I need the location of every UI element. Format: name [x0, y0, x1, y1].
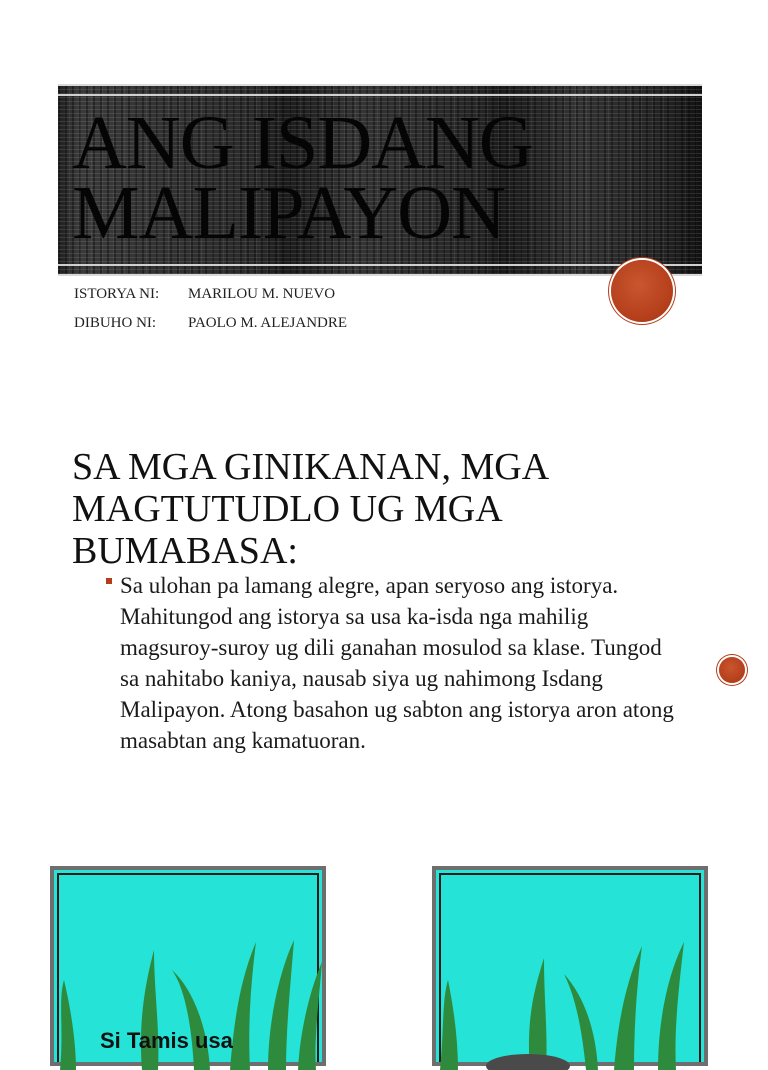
- title-line-2: MALIPAYON: [72, 171, 506, 255]
- accent-circle-icon: [611, 260, 673, 322]
- rock-icon: [486, 1054, 570, 1070]
- credit-value: MARILOU M. NUEVO: [188, 286, 336, 302]
- slide-heading: [72, 446, 692, 572]
- story-panel-left: [50, 866, 326, 1066]
- seaweed-icon: [436, 870, 712, 1070]
- presentation-title: [72, 101, 692, 255]
- bullet-item: [104, 570, 684, 756]
- foreword-slide: [0, 372, 768, 842]
- story-slide: [0, 842, 768, 1053]
- credit-row-illustrator: [74, 309, 347, 338]
- heading-line-3: BUMABASA:: [72, 530, 298, 572]
- credit-value: PAOLO M. ALEJANDRE: [188, 315, 348, 331]
- band-line-bottom: [58, 264, 702, 266]
- band-line-top: [58, 94, 702, 96]
- credit-row-author: [74, 280, 347, 309]
- bullet-list: [104, 570, 684, 756]
- bullet-text: Sa ulohan pa lamang alegre, apan seryoso ang istorya. Mahitungod ang istorya sa usa ka-isda nga mahilig magsuroy-suroy ug dili ganahan mosulod sa klase. Tungod sa nahitabo kaniya, nausab siya ug nahimong Isdang Malipayon. Atong basahon ug sabton ang istorya aron atong masabtan ang kamatuoran.: [120, 573, 674, 753]
- accent-circle-icon: [719, 657, 745, 683]
- credits: [74, 280, 347, 338]
- heading-line-1: SA MGA GINIKANAN, MGA: [72, 446, 550, 488]
- bullet-square-icon: [106, 578, 112, 584]
- credit-label: ISTORYA NI:: [74, 286, 160, 302]
- title-line-1: ANG ISDANG: [72, 101, 533, 185]
- heading-line-2: MAGTUTUDLO UG MGA: [72, 488, 503, 530]
- panel-caption: Si Tamis usa: [100, 1028, 233, 1053]
- credit-label: DIBUHO NI:: [74, 315, 157, 331]
- story-panel-right: [432, 866, 708, 1066]
- title-slide: [0, 0, 768, 372]
